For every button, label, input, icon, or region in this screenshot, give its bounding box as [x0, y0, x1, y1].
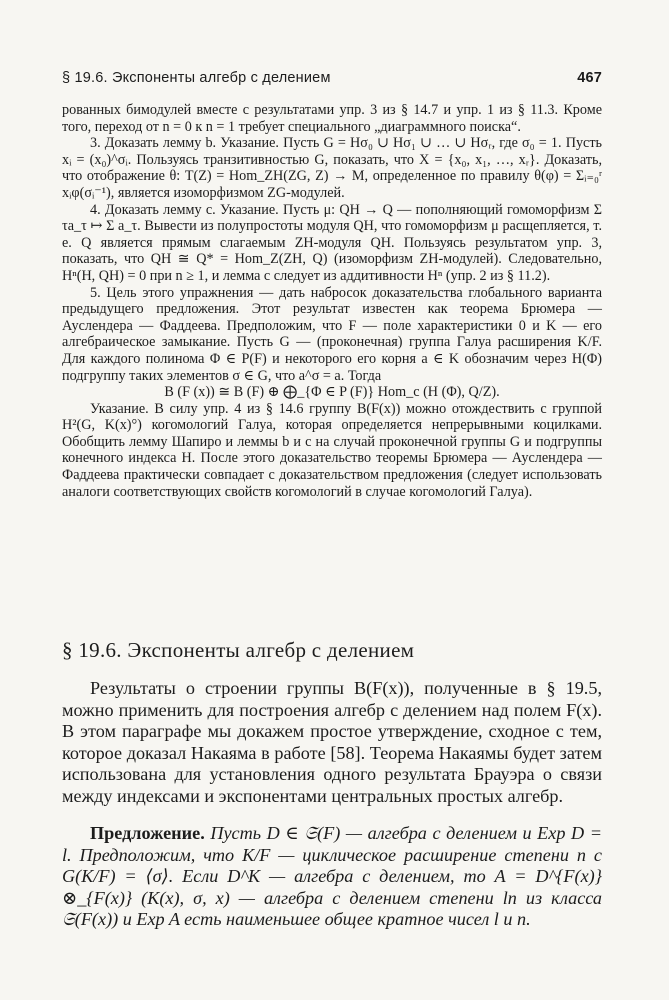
section-title: § 19.6. Экспоненты алгебр с делением	[62, 638, 415, 662]
proposition	[62, 823, 602, 931]
exercise-continuation: рованных бимодулей вместе с результатами упр. 3 из § 14.7 и упр. 1 из § 11.3. Кроме того, переход от n = 0 к n = 1 требует специального „диаграммного поиска“.	[62, 102, 602, 135]
exercise-3: 3. Доказать лемму b. Указание. Пусть G = Hσ₀ ∪ Hσ₁ ∪ … ∪ Hσᵣ, где σ₀ = 1. Пусть xᵢ = (x₀)^σᵢ. Пользуясь транзитивностью G, показать, что X = {x₀, x₁, …, xᵣ}. Доказать, что отображение θ: T(Z) = Hom_ZH(ZG, Z) → M, определенное по правилу θ(φ) = Σᵢ₌₀ʳ xᵢφ(σᵢ⁻¹), является изоморфизмом ZG-модулей.	[62, 135, 602, 201]
page-number: 467	[577, 70, 602, 86]
section-intro: Результаты о строении группы B(F(x)), полученные в § 19.5, можно применить для построения алгебр с делением над полем F(x). В этом параграфе мы докажем простое утверждение, сходное с тем, которое доказал Накаяма в работе [58]. Теорема Накаямы будет затем использована для установления одного результата Брауэра о связи между индексами и экспонентами центральных простых алгебр.	[62, 678, 602, 806]
exercise-4: 4. Доказать лемму с. Указание. Пусть μ: QH → Q — пополняющий гомоморфизм Σ τa_τ ↦ Σ a_τ. Вывести из полупростоты модуля QH, что гомоморфизм μ расщепляется, т. е. Q является прямым слагаемым ZH-модуля QH. Пользуясь результатом упр. 3, показать, что QH ≅ Q* = Hom_Z(ZH, Q) (изоморфизм ZH-модулей). Следовательно, Hⁿ(H, QH) = 0 при n ≥ 1, и лемма с следует из аддитивности Hⁿ (упр. 2 из § 11.2).	[62, 201, 602, 284]
exercise-5-hint: Указание. В силу упр. 4 из § 14.6 группу B(F(x)) можно отождествить с группой H²(G, K(x)°) когомологий Галуа, которая определяется непрерывными коцилками. Обобщить лемму Шапиро и леммы b и c на случай проконечной группы G и подгруппы конечного индекса H. После этого доказательство теоремы Брюмера — Ауслендера — Фаддеева практически совпадает с доказательством предложения (следует использовать аналоги соответствующих свойств когомологий в случае когомологий Галуа).	[62, 400, 602, 500]
exercises-block	[62, 102, 602, 500]
exercise-5: 5. Цель этого упражнения — дать набросок доказательства глобального варианта предыдущего предложения. Этот результат известен как теорема Брюмера — Ауслендера — Фаддеева. Предположим, что F — поле характеристики 0 и K — его алгебраическое замыкание. Пусть G — (проконечная) группа Галуа расширения K/F. Для каждого полинома Φ ∈ P(F) и некоторого его корня a ∈ K обозначим через H(Φ) подгруппу таких элементов σ ∈ G, что a^σ = a. Тогда	[62, 284, 602, 384]
running-header	[62, 70, 602, 86]
display-formula: B (F (x)) ≅ B (F) ⊕ ⨁_{Φ ∈ P (F)} Hom_c (H (Φ), Q/Z).	[164, 384, 500, 401]
proposition-body: Пусть D ∈ 𝔖(F) — алгебра с делением и Exp D = l. Предположим, что K/F — циклическое расширение степени n с G(K/F) = ⟨σ⟩. Если D^K — алгебра с делением, то A = D^{F(x)} ⊗_{F(x)} (K(x), σ, x) — алгебра с делением степени ln из класса 𝔖(F(x)) и Exp A есть наименьшее общее кратное чисел l и n.	[62, 823, 602, 929]
running-title: § 19.6. Экспоненты алгебр с делением	[62, 70, 331, 86]
section-body	[62, 678, 602, 931]
proposition-head: Предложение.	[90, 823, 205, 843]
